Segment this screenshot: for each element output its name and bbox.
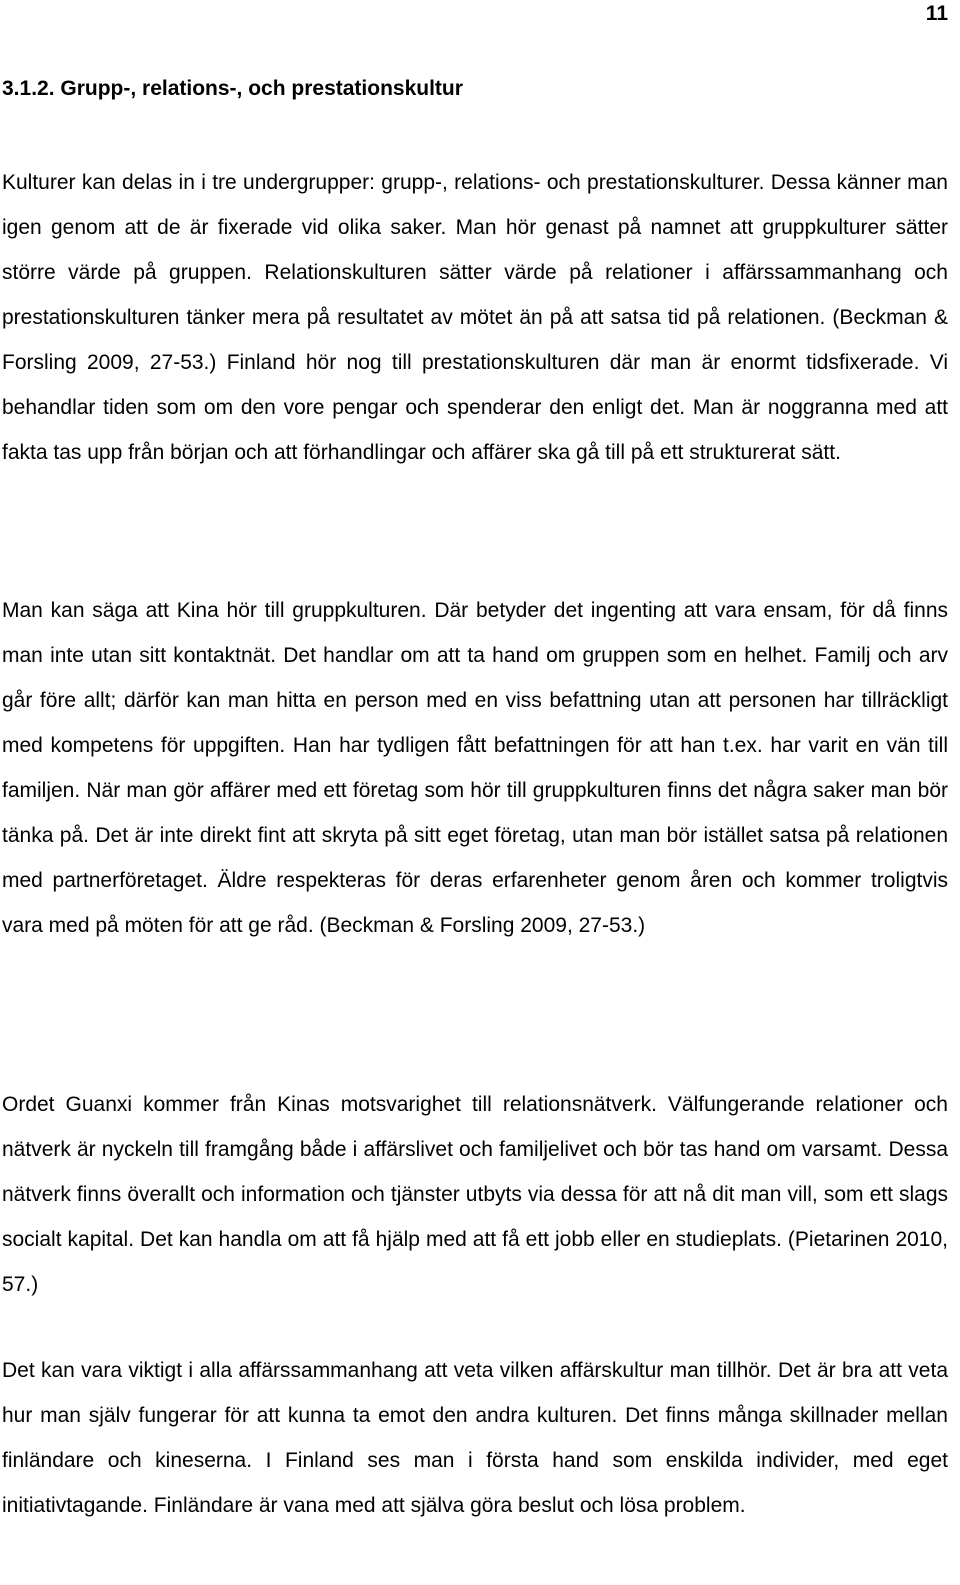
paragraph-cultural-groups	[2, 160, 948, 475]
paragraph-business-culture	[2, 1348, 948, 1528]
paragraph-text: Kulturer kan delas in i tre undergrupper: grupp-, relations- och prestationskulturer. Dessa känner man igen genom att de är fixerade vid olika saker. Man hör genast på namnet att gruppkulturer sätter större värde på gruppen. Relationskulturen sätter värde på relationer i affärssammanhang och prestationskulturen tänker mera på resultatet av mötet än på att satsa tid på relationen. (Beckman & Forsling 2009, 27-53.) Finland hör nog till prestationskulturen där man är enormt tidsfixerade. Vi behandlar tiden som om den vore pengar och spenderar den enligt det. Man är noggranna med att fakta tas upp från början och att förhandlingar och affärer ska gå till på ett strukturerat sätt.	[2, 171, 948, 464]
paragraph-guanxi	[2, 1082, 948, 1307]
paragraph-text: Ordet Guanxi kommer från Kinas motsvarighet till relationsnätverk. Välfungerande relationer och nätverk är nyckeln till framgång både i affärslivet och familjelivet och bör tas hand om varsamt. Dessa nätverk finns överallt och information och tjänster utbyts via dessa för att nå dit man vill, som ett slags socialt kapital. Det kan handla om att få hjälp med att få ett jobb eller en studieplats. (Pietarinen 2010, 57.)	[2, 1093, 948, 1296]
paragraph-text: Man kan säga att Kina hör till gruppkulturen. Där betyder det ingenting att vara ensam, för då finns man inte utan sitt kontaktnät. Det handlar om att ta hand om gruppen som en helhet. Familj och arv går före allt; därför kan man hitta en person med en viss befattning utan att personen har tillräckligt med kompetens för uppgiften. Han har tydligen fått befattningen för att han t.ex. har varit en vän till familjen. När man gör affärer med ett företag som hör till gruppkulturen finns det några saker man bör tänka på. Det är inte direkt fint att skryta på sitt eget företag, utan man bör istället satsa på relationen med partnerföretaget. Äldre respekteras för deras erfarenheter genom åren och kommer troligtvis vara med på möten för att ge råd. (Beckman & Forsling 2009, 27-53.)	[2, 599, 948, 937]
section-heading: 3.1.2. Grupp-, relations-, och prestationskultur	[2, 77, 463, 100]
page-number: 11	[925, 2, 948, 25]
paragraph-china-group-culture	[2, 588, 948, 948]
paragraph-text: Det kan vara viktigt i alla affärssammanhang att veta vilken affärskultur man tillhör. Det är bra att veta hur man själv fungerar för att kunna ta emot den andra kulturen. Det finns många skillnader mellan finländare och kineserna. I Finland ses man i första hand som enskilda individer, med eget initiativtagande. Finländare är vana med att själva göra beslut och lösa problem.	[2, 1359, 948, 1517]
